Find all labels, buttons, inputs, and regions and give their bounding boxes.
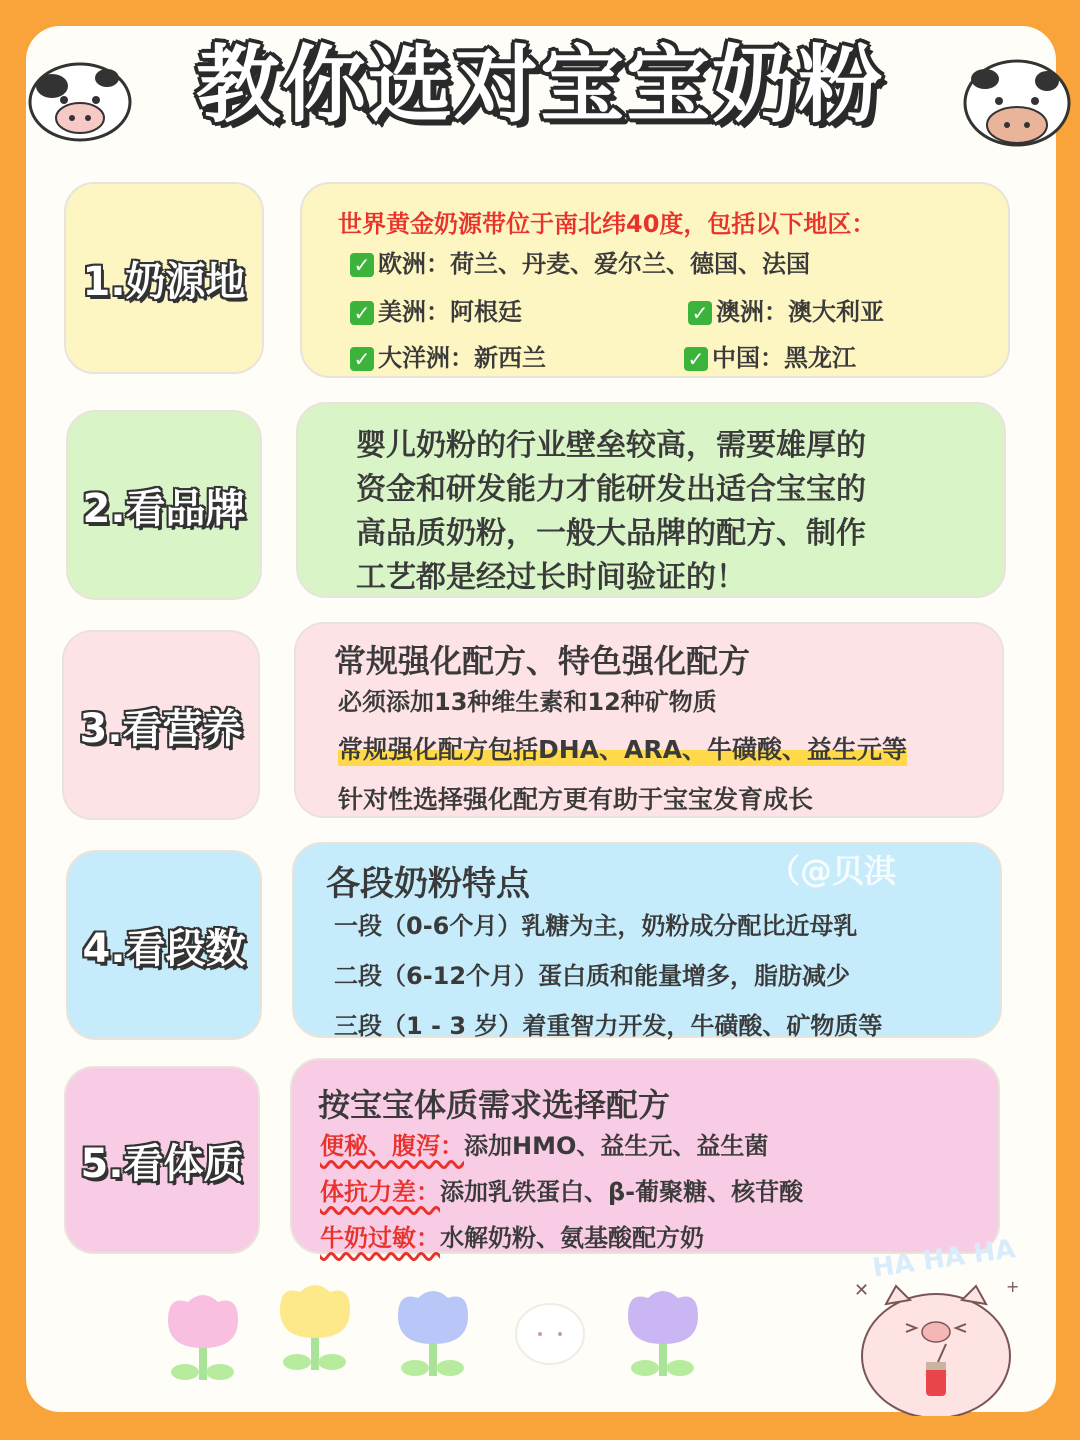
section-1-content bbox=[300, 182, 1010, 378]
section-2-content bbox=[296, 402, 1006, 598]
section-2-label bbox=[66, 410, 262, 600]
stage-line: 二段（6-12个月）蛋白质和能量增多，脂肪减少 bbox=[334, 962, 851, 990]
haha-text: HA HA HA bbox=[870, 1234, 1018, 1284]
flower-pink-icon bbox=[160, 1290, 246, 1386]
stage-heading: 各段奶粉特点 bbox=[326, 864, 530, 904]
nutrition-line: 必须添加13种维生素和12种矿物质 bbox=[338, 688, 717, 716]
nutrition-line: 常规强化配方包括DHA、ARA、牛磺酸、益生元等 bbox=[338, 730, 907, 766]
region-item: ✓ 欧洲：荷兰、丹麦、爱尔兰、德国、法国 bbox=[350, 244, 810, 279]
nutrition-line: 针对性选择强化配方更有助于宝宝发育成长 bbox=[338, 785, 814, 814]
section-3-label-text: 3.看营养 bbox=[79, 705, 243, 752]
pig-mascot-icon bbox=[846, 1266, 1026, 1416]
cow-right-icon bbox=[955, 45, 1075, 155]
region-item: ✓ 中国：黑龙江 bbox=[684, 338, 856, 373]
flower-purple-icon bbox=[620, 1286, 706, 1382]
section-5-label-text: 5.看体质 bbox=[80, 1140, 244, 1187]
flower-blue-icon bbox=[390, 1286, 476, 1382]
section-3-label bbox=[62, 630, 260, 820]
brand-line: 工艺都是经过长时间验证的！ bbox=[356, 560, 746, 595]
section-4-content bbox=[292, 842, 1002, 1038]
section-1-intro: 世界黄金奶源带位于南北纬40度，包括以下地区： bbox=[338, 210, 876, 238]
region-item: ✓ 美洲：阿根廷 bbox=[350, 292, 522, 327]
brand-line: 资金和研发能力才能研发出适合宝宝的 bbox=[356, 472, 866, 507]
section-1-label bbox=[64, 182, 264, 374]
stage-line: 一段（0-6个月）乳糖为主，奶粉成分配比近母乳 bbox=[334, 912, 858, 940]
check-icon: ✓ bbox=[350, 301, 374, 325]
page-title: 教你选对宝宝奶粉 bbox=[195, 36, 884, 134]
section-2-label-text: 2.看品牌 bbox=[82, 485, 246, 532]
check-icon: ✓ bbox=[684, 347, 708, 371]
check-icon: ✓ bbox=[688, 301, 712, 325]
flower-yellow-icon bbox=[272, 1280, 358, 1376]
watermark-text: （@贝淇 bbox=[768, 852, 897, 890]
svg-text:+: + bbox=[1006, 1277, 1020, 1296]
section-5-label bbox=[64, 1066, 260, 1254]
region-item: ✓ 大洋洲：新西兰 bbox=[350, 338, 546, 373]
region-item: ✓ 澳洲：澳大利亚 bbox=[688, 292, 884, 327]
constitution-item: 体抗力差：添加乳铁蛋白、β-葡聚糖、核苷酸 bbox=[320, 1178, 804, 1206]
svg-text:✕: ✕ bbox=[854, 1280, 870, 1301]
cow-left-icon bbox=[22, 48, 140, 144]
constitution-item: 便秘、腹泻：添加HMO、益生元、益生菌 bbox=[320, 1132, 769, 1160]
nutrition-heading: 常规强化配方、特色强化配方 bbox=[334, 642, 751, 680]
section-3-content bbox=[294, 622, 1004, 818]
stage-line: 三段（1 - 3 岁）着重智力开发，牛磺酸、矿物质等 bbox=[334, 1012, 883, 1040]
brand-line: 婴儿奶粉的行业壁垒较高，需要雄厚的 bbox=[356, 428, 866, 463]
section-4-label-text: 4.看段数 bbox=[82, 925, 246, 972]
check-icon: ✓ bbox=[350, 253, 374, 277]
constitution-item: 牛奶过敏：水解奶粉、氨基酸配方奶 bbox=[320, 1224, 704, 1252]
check-icon: ✓ bbox=[350, 347, 374, 371]
section-5-content bbox=[290, 1058, 1000, 1254]
constitution-heading: 按宝宝体质需求选择配方 bbox=[318, 1086, 671, 1124]
brand-line: 高品质奶粉，一般大品牌的配方、制作 bbox=[356, 516, 866, 551]
bun-icon bbox=[510, 1290, 590, 1370]
section-4-label bbox=[66, 850, 262, 1040]
section-1-label-text: 1.奶源地 bbox=[82, 258, 246, 305]
